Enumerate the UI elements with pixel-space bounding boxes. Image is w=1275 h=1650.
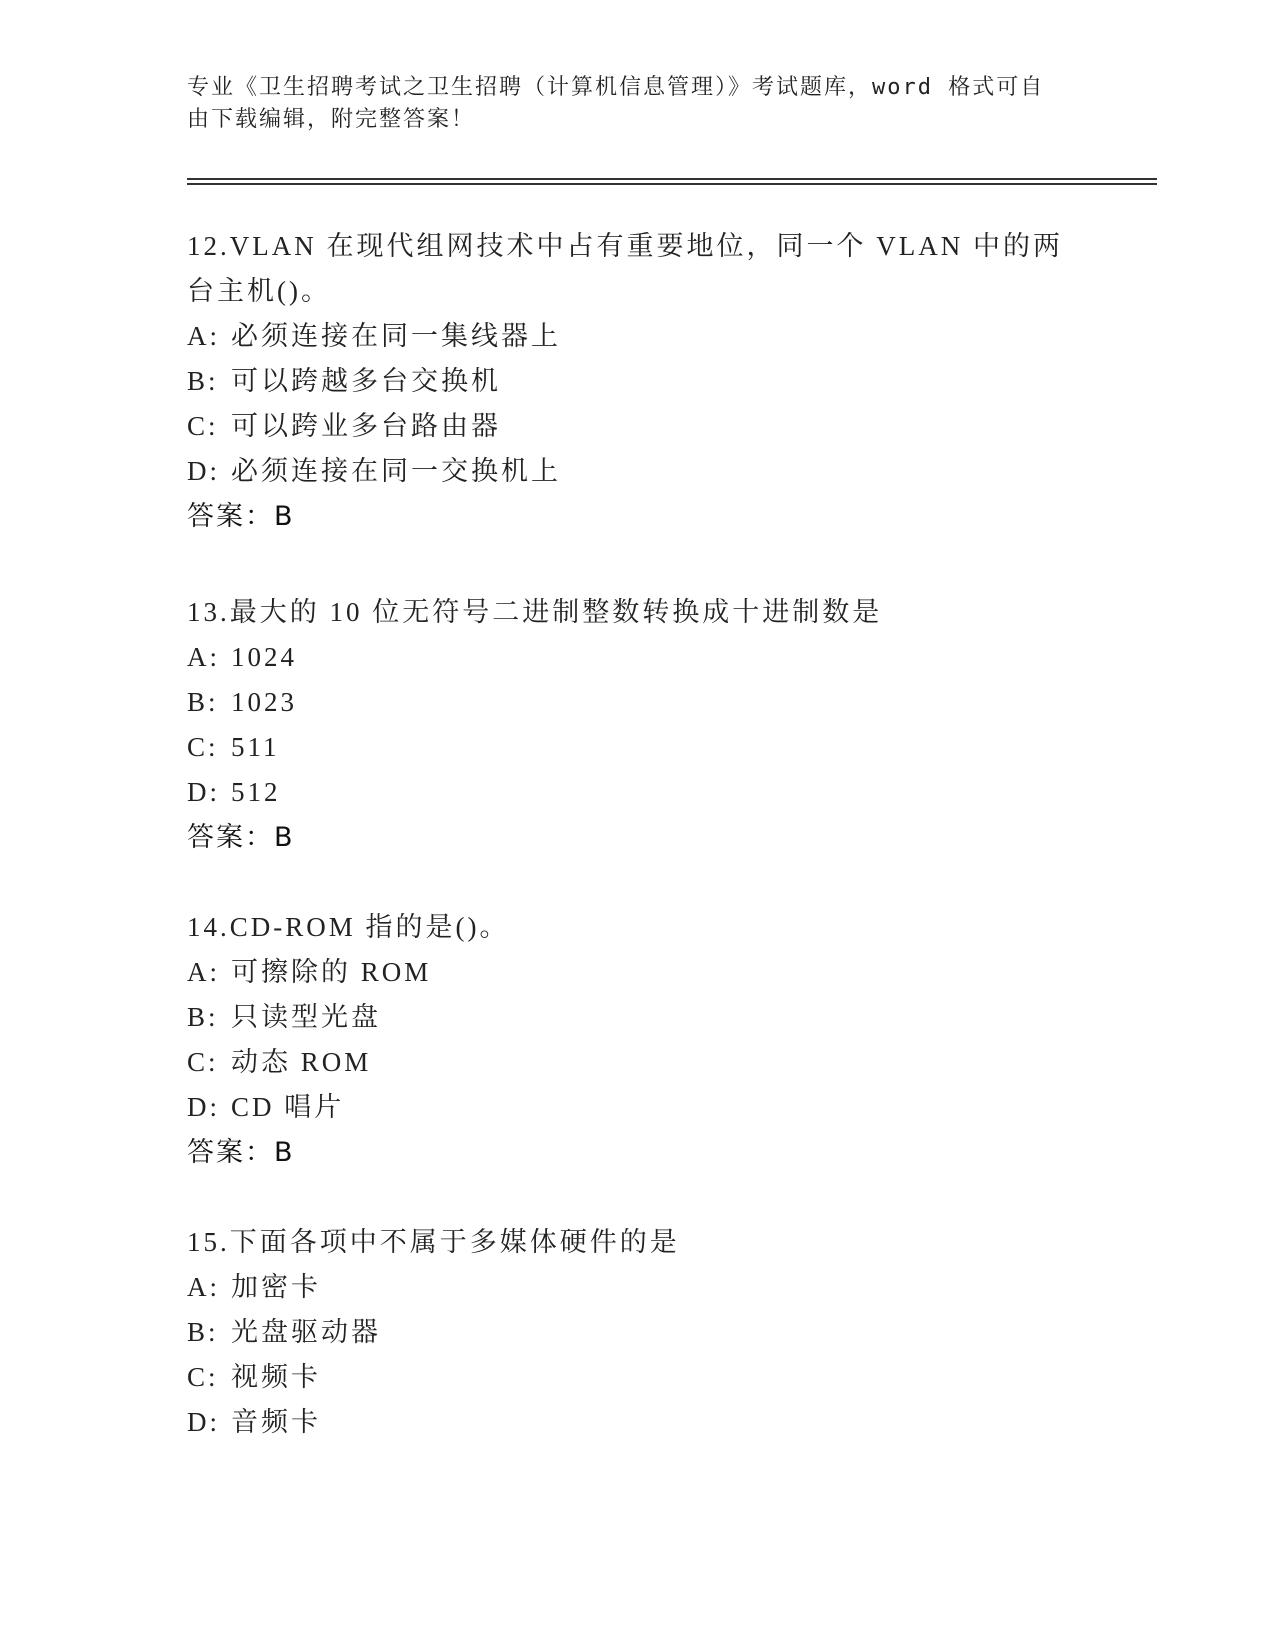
question-stem: 12.VLAN 在现代组网技术中占有重要地位，同一个 VLAN 中的两台主机()。 [187, 231, 1063, 306]
option-label: C: [187, 411, 219, 441]
answer: 答案：B [187, 501, 295, 532]
option-text: 音频卡 [231, 1407, 321, 1437]
option-text: CD 唱片 [231, 1092, 345, 1122]
option-text: 必须连接在同一集线器上 [231, 321, 561, 351]
option-label: B: [187, 687, 219, 717]
option-label: D: [187, 1407, 220, 1437]
option-c [187, 1040, 1147, 1085]
option-text: 可以跨越多台交换机 [231, 366, 501, 396]
option-text: 动态 ROM [231, 1047, 372, 1077]
option-d [187, 1085, 1147, 1130]
option-d [187, 770, 1147, 815]
option-a [187, 635, 1147, 680]
option-label: C: [187, 732, 219, 762]
option-label: D: [187, 777, 220, 807]
option-d [187, 1400, 1147, 1445]
option-b [187, 1310, 1147, 1355]
option-text: 1023 [231, 687, 297, 717]
question-stem: 13.最大的 10 位无符号二进制整数转换成十进制数是 [187, 597, 883, 627]
header-divider-bottom [187, 183, 1157, 185]
question-stem: 14.CD-ROM 指的是()。 [187, 912, 510, 942]
option-label: A: [187, 642, 220, 672]
option-label: B: [187, 366, 219, 396]
option-label: B: [187, 1317, 219, 1347]
answer: 答案：B [187, 1137, 295, 1168]
question-14 [187, 905, 1147, 1175]
option-label: D: [187, 1092, 220, 1122]
option-label: C: [187, 1047, 219, 1077]
option-label: A: [187, 957, 220, 987]
option-text: 加密卡 [231, 1272, 321, 1302]
option-text: 511 [231, 732, 280, 762]
option-a [187, 1265, 1147, 1310]
question-15 [187, 1220, 1147, 1445]
option-b [187, 995, 1147, 1040]
option-a [187, 314, 1147, 359]
option-label: A: [187, 1272, 220, 1302]
document-header: 专业《卫生招聘考试之卫生招聘（计算机信息管理）》考试题库，word 格式可自由下载编辑，附完整答案！ [187, 75, 1045, 132]
option-text: 512 [231, 777, 281, 807]
option-label: C: [187, 1362, 219, 1392]
option-text: 1024 [231, 642, 297, 672]
question-stem: 15.下面各项中不属于多媒体硬件的是 [187, 1227, 680, 1257]
option-b [187, 359, 1147, 404]
option-b [187, 680, 1147, 725]
option-text: 可擦除的 ROM [231, 957, 432, 987]
question-13 [187, 590, 1147, 860]
option-text: 视频卡 [231, 1362, 321, 1392]
option-label: B: [187, 1002, 219, 1032]
header-divider-top [187, 178, 1157, 180]
answer: 答案：B [187, 822, 295, 853]
option-text: 必须连接在同一交换机上 [231, 456, 561, 486]
option-a [187, 950, 1147, 995]
option-label: A: [187, 321, 220, 351]
option-d [187, 449, 1147, 494]
option-label: D: [187, 456, 220, 486]
option-c [187, 725, 1147, 770]
option-c [187, 1355, 1147, 1400]
option-text: 可以跨业多台路由器 [231, 411, 501, 441]
question-12 [187, 224, 1147, 539]
option-c [187, 404, 1147, 449]
option-text: 只读型光盘 [231, 1002, 381, 1032]
option-text: 光盘驱动器 [231, 1317, 381, 1347]
